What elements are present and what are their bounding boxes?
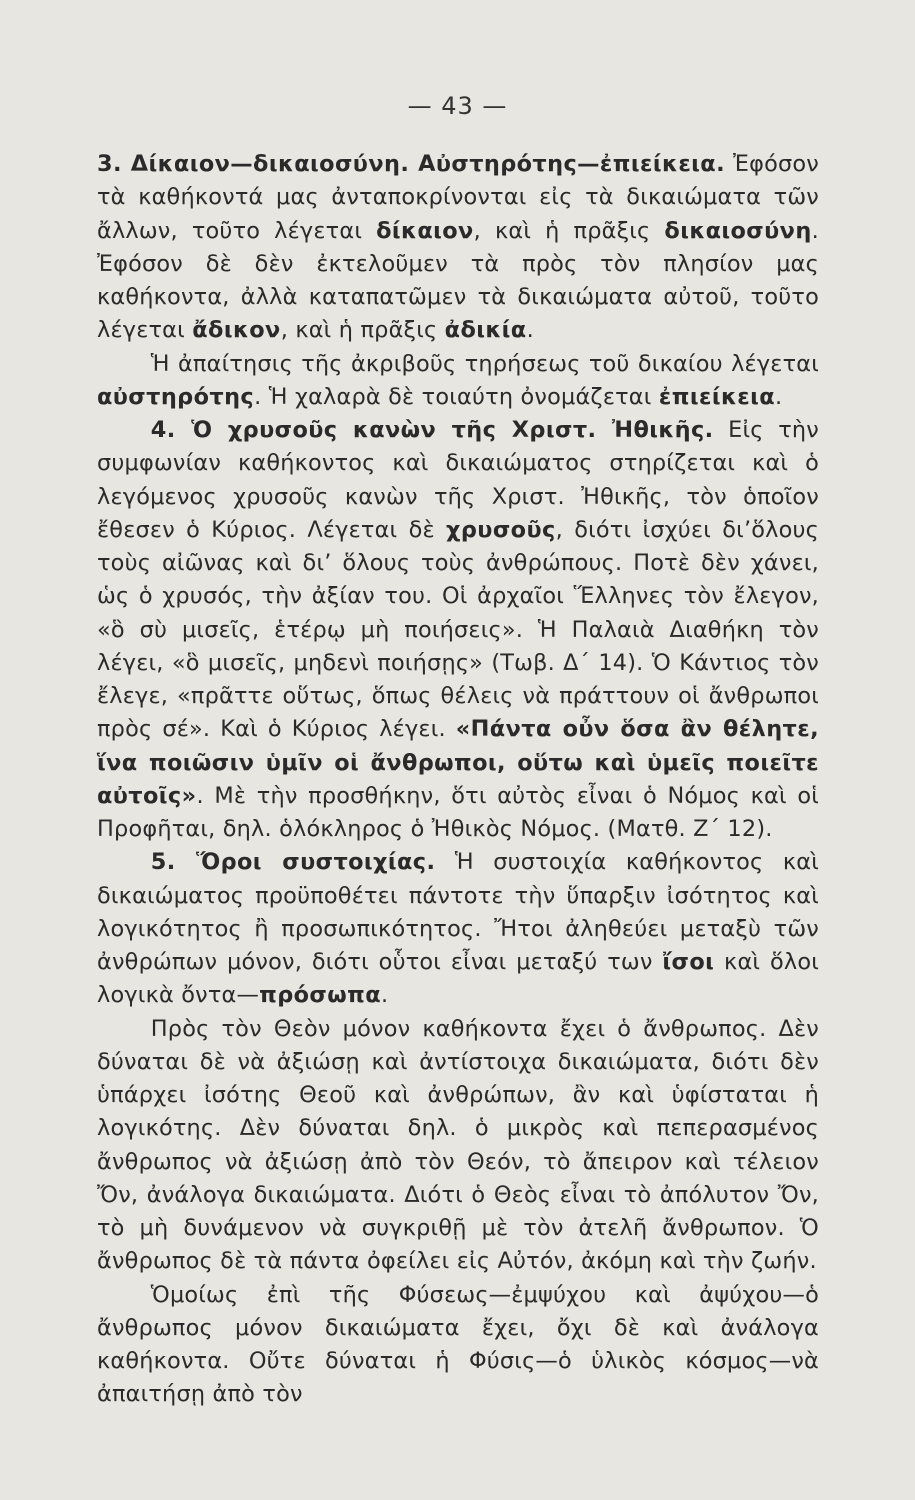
text-run: . — [381, 982, 389, 1009]
text-run: . Μὲ τὴν προσθήκην, ὅτι αὐτὸς εἶναι ὁ Νόμος καὶ οἱ Προφῆται, δηλ. ὁλόκληρος ὁ Ἠθικὸς Νόμος. (Ματθ. Ζ΄ 12). — [97, 782, 819, 842]
keyword: ἄδικον — [192, 317, 281, 344]
paragraph-strictness — [97, 348, 819, 415]
text-run: καὶ ὅλοι λογικὰ ὄντα— — [97, 949, 820, 1009]
paragraph-section-5 — [97, 846, 819, 1012]
text-run: . Ἡ χαλαρὰ δὲ τοιαύτη ὀνομάζεται — [254, 383, 659, 410]
paragraph-nature: Ὁμοίως ἐπὶ τῆς Φύσεως—ἐμψύχου καὶ ἀψύχου—ὁ ἄνθρωπος μόνον δικαιώματα ἔχει, ὄχι δὲ καὶ ἀνάλογα καθήκοντα. Οὔτε δύναται ἡ Φύσις—ὁ ὑλικὸς κόσμος—νὰ ἀπαιτήσῃ ἀπὸ τὸν — [97, 1281, 819, 1408]
text-run: Εἰς τὴν συμφωνίαν καθήκοντος καὶ δικαιώματος στηρίζεται καὶ ὁ λεγόμενος χρυσοῦς κανὼν τῆς Χριστ. Ἠθικῆς, τὸν ὁποῖον ἔθεσεν ὁ Κύριος. Λέγεται δὲ — [97, 417, 819, 543]
paragraph-god: Πρὸς τὸν Θεὸν μόνον καθήκοντα ἔχει ὁ ἄνθρωπος. Δὲν δύναται δὲ νὰ ἀξιώσῃ καὶ ἀντίστοιχα δικαιώματα, διότι δὲν ὑπάρχει ἰσότης Θεοῦ καὶ ἀνθρώπων, ἂν καὶ ὑφίσταται ἡ λογικότης. Δὲν δύναται δηλ. ὁ μικρὸς καὶ πεπερασμένος ἄνθρωπος νὰ ἀξιώσῃ ἀπὸ τὸν Θεόν, τὸ ἄπειρον καὶ τέλειον Ὄν, ἀνάλογα δικαιώματα. Διότι ὁ Θεὸς εἶναι τὸ ἀπόλυτον Ὄν, τὸ μὴ δυνάμενον νὰ συγκριθῇ μὲ τὸν ἀτελῆ ἄνθρωπον. Ὁ ἄνθρωπος δὲ τὰ πάντα ὀφείλει εἰς Αὐτόν, ἀκόμη καὶ τὴν ζωήν. — [97, 1015, 819, 1275]
keyword: ἴσοι — [662, 949, 715, 975]
section-heading-4: 4. Ὁ χρυσοῦς κανὼν τῆς Χριστ. Ἠθικῆς. — [150, 417, 714, 443]
text-run: Ἐφόσον τὰ καθήκοντά μας ἀνταποκρίνονται εἰς τὰ δικαιώματα τῶν ἄλλων, τοῦτο λέγεται — [97, 151, 819, 244]
paragraph-section-4 — [97, 414, 819, 846]
keyword: πρόσωπα — [259, 982, 382, 1009]
keyword: αὐστηρότης — [97, 383, 255, 410]
text-run: , διότι ἰσχύει δι’ὅλους τοὺς αἰῶνας καὶ δι’ ὅλους τοὺς ἀνθρώπους. Ποτὲ δὲν χάνει, ὡς ὁ χρυσός, τὴν ἀξίαν του. Οἱ ἀρχαῖοι Ἕλληνες τὸν ἔλεγον, «ὃ σὺ μισεῖς, ἑτέρῳ μὴ ποιήσεις». Ἡ Παλαιὰ Διαθήκη τὸν λέγει, «ὃ μισεῖς, μηδενὶ ποιήσῃς» (Τωβ. Δ΄ 14). Ὁ Κάντιος τὸν ἔλεγε, «πρᾶττε οὕτως, ὅπως θέλεις νὰ πράττουν οἱ ἄνθρωποι πρὸς σέ». Καὶ ὁ Κύριος λέγει. — [97, 516, 820, 743]
section-heading-3: 3. Δίκαιον—δικαιοσύνη. Αὐστηρότης—ἐπιείκεια. — [97, 151, 725, 177]
keyword: δικαιοσύνη — [664, 217, 812, 244]
text-run: , καὶ ἡ πρᾶξις — [473, 217, 665, 244]
golden-rule-quote: «Πάντα οὖν ὅσα ἂν θέλητε, ἵνα ποιῶσιν ὑμῖν οἱ ἄνθρωποι, οὕτω καὶ ὑμεῖς ποιεῖτε αὐτοῖς» — [97, 716, 819, 809]
text-run: . — [775, 383, 783, 410]
keyword: χρυσοῦς — [446, 516, 556, 543]
keyword: ἐπιείκεια — [658, 383, 776, 410]
text-run: Ἡ συστοιχία καθήκοντος καὶ δικαιώματος προϋποθέτει πάντοτε τὴν ὕπαρξιν ἰσότητος καὶ λογικότητος ἢ προσωπικότητος. Ἤτοι ἀληθεύει μεταξὺ τῶν ἀνθρώπων μόνον, διότι οὗτοι εἶναι μεταξύ των — [97, 849, 819, 975]
section-heading-5: 5. Ὅροι συστοιχίας. — [150, 849, 436, 876]
body-text — [97, 148, 819, 1412]
page-number: — 43 — — [407, 92, 508, 120]
paragraph-section-3 — [97, 148, 819, 348]
keyword: δίκαιον — [376, 217, 474, 244]
text-run: . — [526, 317, 534, 344]
text-run: Ἡ ἀπαίτησις τῆς ἀκριβοῦς τηρήσεως τοῦ δικαίου λέγεται — [150, 350, 819, 377]
keyword: ἀδικία — [444, 317, 527, 344]
text-run: . Ἐφόσον δὲ δὲν ἐκτελοῦμεν τὰ πρὸς τὸν πλησίον μας καθήκοντα, ἀλλὰ καταπατῶμεν τὰ δικαιώματα αὐτοῦ, τοῦτο λέγεται — [97, 217, 819, 344]
text-run: , καὶ ἡ πρᾶξις — [280, 317, 445, 344]
